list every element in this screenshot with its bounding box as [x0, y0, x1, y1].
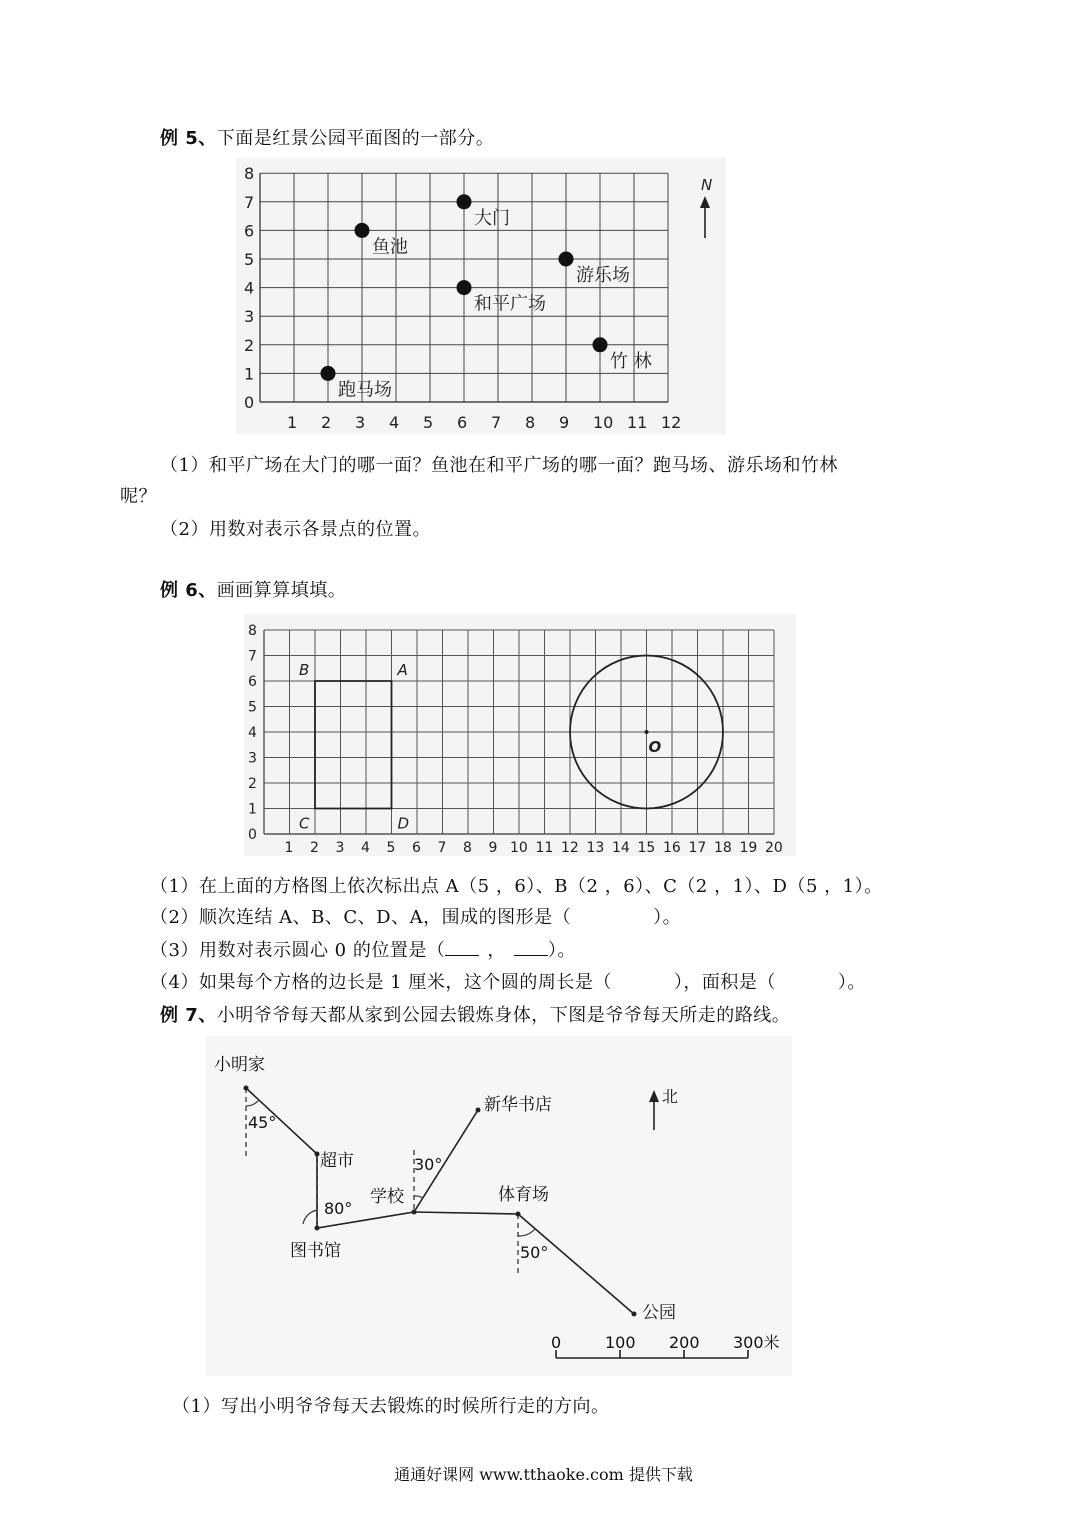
y-tick-label: 0	[248, 827, 257, 843]
ex6-q3	[150, 936, 576, 962]
ex6-label: 例 6、	[160, 580, 217, 601]
ex5-q1-line2: 呢？	[120, 486, 157, 507]
ex6-q4	[150, 968, 866, 994]
angle-50: 50°	[520, 1243, 549, 1262]
x-tick-label: 12	[561, 840, 579, 856]
scale-0: 0	[551, 1333, 562, 1352]
x-tick-label: 12	[661, 413, 682, 432]
ex6-q2-text: （2）顺次连结 A、B、C、D、A，围成的图形是（	[150, 907, 572, 928]
ex6-heading	[160, 576, 346, 602]
ex6-q3-text: （3）用数对表示圆心 0 的位置是（	[150, 940, 446, 961]
x-tick-label: 8	[463, 840, 472, 856]
page-footer: 通通好课网 www.tthaoke.com 提供下载	[394, 1465, 693, 1484]
x-tick-label: 1	[287, 413, 298, 432]
ex6-q1: （1）在上面的方格图上依次标出点 A（5 ，6）、B（2 ，6）、C（2 ，1）、D（5 ，1）。	[150, 876, 883, 897]
ex7-title: 小明爷爷每天都从家到公园去锻炼身体，下图是爷爷每天所走的路线。	[216, 1005, 791, 1026]
y-tick-label: 2	[248, 776, 257, 792]
x-tick-label: 13	[586, 840, 605, 856]
scale-200: 200	[669, 1333, 700, 1352]
place-marker	[457, 194, 472, 209]
y-tick-label: 1	[244, 364, 255, 384]
north-label: N	[701, 176, 713, 194]
coordinate-grid	[244, 614, 796, 856]
ex6-q2-end: ）。	[653, 907, 682, 928]
x-tick-label: 15	[637, 840, 656, 856]
ex5-q2: （2）用数对表示各景点的位置。	[160, 519, 431, 540]
y-tick-label: 3	[248, 750, 257, 767]
vertex-label: D	[397, 814, 410, 833]
x-tick-label: 7	[437, 840, 447, 856]
place-marker	[457, 280, 472, 295]
place-school: 学校	[370, 1187, 404, 1207]
y-tick-label: 8	[248, 623, 257, 639]
ex6-q3-sep: ，	[487, 940, 506, 961]
x-tick-label: 11	[535, 840, 554, 856]
place-marker	[355, 223, 370, 238]
angle-30: 30°	[414, 1155, 443, 1174]
ex6-q2	[150, 903, 681, 929]
place-name: 和平广场	[474, 293, 546, 315]
x-tick-label: 8	[525, 413, 536, 432]
place-name: 跑马场	[338, 379, 392, 401]
x-tick-label: 9	[488, 840, 498, 856]
x-tick-label: 2	[321, 413, 332, 432]
y-tick-label: 3	[244, 307, 255, 327]
place-marker	[593, 337, 608, 352]
ex5-label: 例 5、	[160, 128, 217, 149]
x-tick-label: 6	[412, 840, 421, 856]
place-park: 公园	[642, 1303, 676, 1323]
x-tick-label: 14	[612, 840, 630, 856]
place-name: 竹 林	[610, 350, 652, 372]
place-marker	[559, 252, 574, 267]
ex6-q4-text: （4）如果每个方格的边长是 1 厘米，这个圆的周长是（	[150, 972, 612, 993]
vertex-label: C	[299, 814, 310, 833]
vertex-label: B	[299, 661, 310, 679]
y-tick-label: 7	[244, 192, 255, 212]
ex7-heading	[160, 1001, 790, 1027]
place-marker	[321, 366, 336, 381]
circle-center	[645, 730, 649, 734]
x-tick-label: 4	[361, 840, 370, 856]
angle-80: 80°	[324, 1199, 353, 1218]
y-tick-label: 2	[244, 335, 255, 355]
ex7-q1: （1）写出小明爷爷每天去锻炼的时候所行走的方向。	[172, 1396, 610, 1417]
place-library: 图书馆	[290, 1241, 341, 1261]
ex5-q1-line1: （1）和平广场在大门的哪一面？鱼池在和平广场的哪一面？跑马场、游乐场和竹林	[160, 455, 838, 476]
scale-300: 300米	[733, 1333, 780, 1352]
ex6-q3-blank-y	[514, 939, 548, 956]
y-tick-label: 1	[248, 801, 257, 818]
x-tick-label: 11	[627, 413, 648, 432]
x-tick-label: 9	[559, 413, 570, 432]
park-map	[236, 158, 726, 434]
x-tick-label: 17	[688, 840, 707, 856]
ex7-label: 例 7、	[160, 1005, 217, 1026]
x-tick-label: 16	[663, 840, 681, 856]
x-tick-label: 7	[491, 413, 502, 432]
ex5-heading	[160, 124, 494, 150]
place-name: 鱼池	[372, 236, 408, 258]
y-tick-label: 4	[248, 725, 257, 741]
x-tick-label: 1	[284, 840, 294, 856]
ex6-q3-end: ）。	[547, 940, 576, 961]
y-tick-label: 6	[244, 221, 255, 241]
x-tick-label: 5	[386, 840, 396, 856]
center-label: O	[648, 738, 662, 756]
x-tick-label: 5	[423, 413, 434, 432]
angle-45: 45°	[248, 1113, 277, 1132]
place-supermarket: 超市	[320, 1151, 354, 1171]
north-label-7: 北	[662, 1087, 679, 1106]
ex6-q3-blank-x	[445, 939, 479, 956]
ex6-q4-mid: ），面积是（	[673, 972, 776, 993]
ex5-title: 下面是红景公园平面图的一部分。	[216, 128, 495, 149]
y-tick-label: 0	[244, 393, 255, 412]
y-tick-label: 4	[244, 278, 255, 298]
place-home: 小明家	[214, 1055, 265, 1075]
x-tick-label: 3	[335, 840, 345, 856]
x-tick-label: 3	[355, 413, 366, 432]
x-tick-label: 4	[389, 413, 400, 432]
ex6-q4-end: ）。	[837, 972, 866, 993]
x-tick-label: 10	[593, 413, 614, 432]
x-tick-label: 10	[510, 840, 528, 856]
place-name: 大门	[474, 207, 510, 229]
y-tick-label: 7	[248, 648, 257, 665]
x-tick-label: 6	[457, 413, 468, 432]
place-bookstore: 新华书店	[484, 1095, 552, 1115]
scale-100: 100	[605, 1333, 636, 1352]
y-tick-label: 8	[244, 164, 255, 184]
y-tick-label: 5	[248, 699, 257, 716]
y-tick-label: 5	[244, 250, 255, 269]
ex6-title: 画画算算填填。	[216, 580, 347, 601]
y-tick-label: 6	[248, 674, 257, 690]
x-tick-label: 18	[714, 840, 732, 856]
x-tick-label: 20	[765, 840, 783, 856]
place-stadium: 体育场	[498, 1185, 549, 1205]
vertex-label: A	[397, 661, 408, 679]
x-tick-label: 2	[310, 840, 319, 856]
x-tick-label: 19	[739, 840, 758, 856]
place-name: 游乐场	[576, 265, 630, 286]
route-map	[206, 1036, 792, 1376]
